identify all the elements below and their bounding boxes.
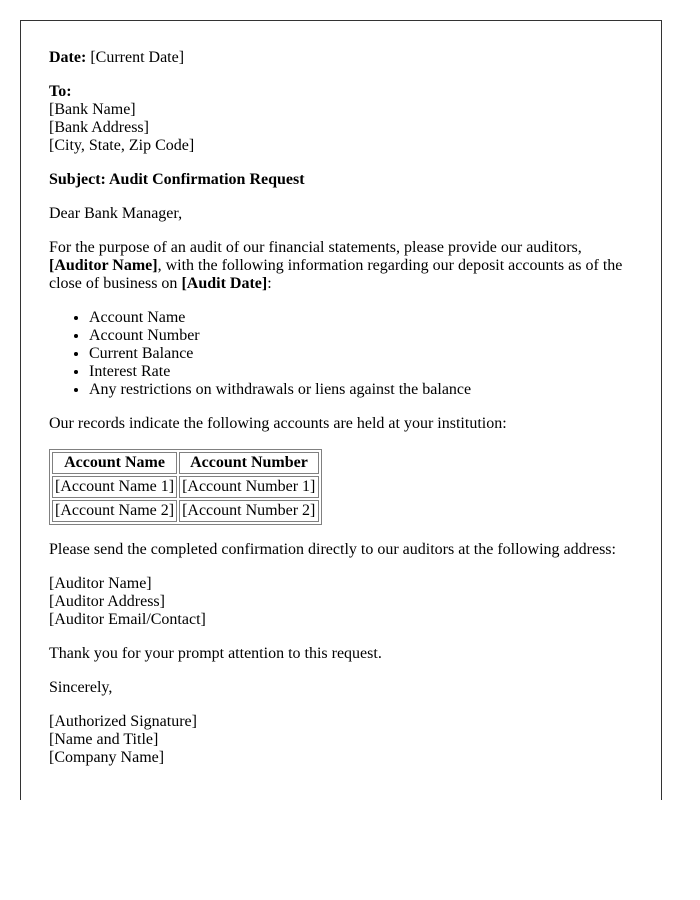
subject-line: Subject: Audit Confirmation Request [49,171,305,188]
closing: Sincerely, [49,679,113,696]
requested-info-list [49,309,633,399]
letter-page [20,20,662,800]
table-row: [Account Name 2] [Account Number 2] [52,500,319,522]
table-header-row: Account Name Account Number [52,452,319,474]
list-item: • Account Name [89,309,633,327]
list-item: • Interest Rate [89,363,633,381]
intro-paragraph: For the purpose of an audit of our financial statements, please provide our auditors, [Auditor Name], with the following information regarding our deposit accounts as of the close of business on [Audit Date]: [49,239,623,292]
thanks-text: Thank you for your prompt attention to this request. [49,645,382,662]
list-item: • Account Number [89,327,633,345]
signature-block: [Authorized Signature] [Name and Title] [Company Name] [49,713,197,766]
greeting: Dear Bank Manager, [49,205,183,222]
records-text: Our records indicate the following accounts are held at your institution: [49,415,507,432]
list-item: • Current Balance [89,345,633,363]
recipient-block: To: [Bank Name] [Bank Address] [City, State, Zip Code] [49,83,195,154]
accounts-table [49,449,322,525]
list-item: • Any restrictions on withdrawals or liens against the balance [89,381,633,399]
send-text: Please send the completed confirmation directly to our auditors at the following address: [49,541,616,558]
auditor-address: [Auditor Name] [Auditor Address] [Auditor Email/Contact] [49,575,206,628]
table-row: [Account Name 1] [Account Number 1] [52,476,319,498]
date-line: Date: [Current Date] [49,49,185,66]
